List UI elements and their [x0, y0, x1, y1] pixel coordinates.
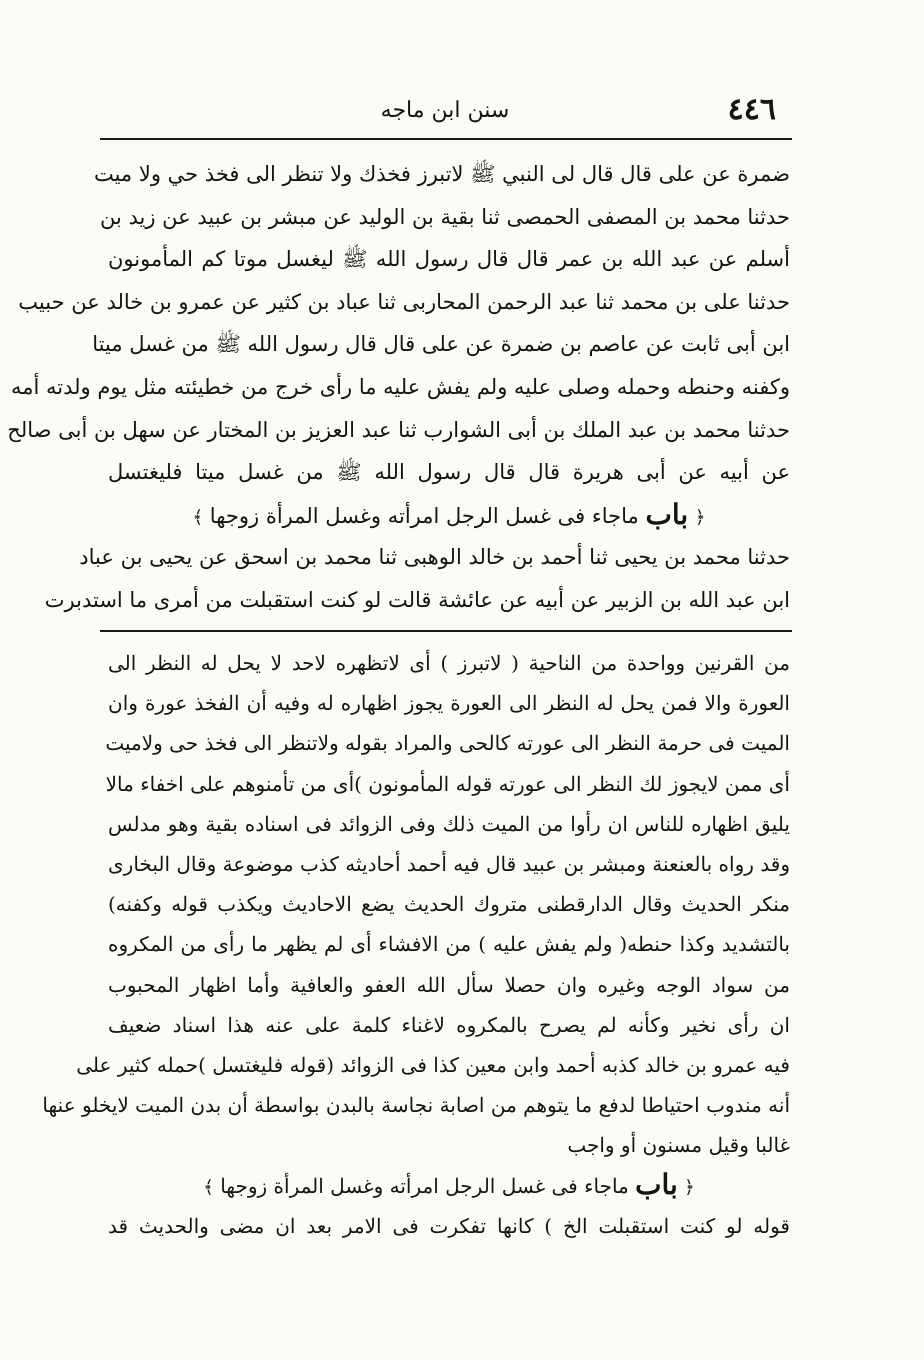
ornament-open: ﴿	[684, 1177, 695, 1199]
commentary-line: يليق اظهاره للناس ان رأوا من الميت ذلك وفى الزوائد فى اسناده بقية وهو مدلس	[108, 811, 790, 836]
ornament-close: ﴾	[192, 506, 204, 528]
ornament-close: ﴾	[203, 1177, 214, 1199]
header-rule	[100, 138, 792, 140]
commentary-line: غالبا وقيل مسنون أو واجب	[567, 1133, 790, 1158]
text-line: حدثنا على بن محمد ثنا عبد الرحمن المحاربى ثنا عباد بن كثير عن عمرو بن خالد عن حبيب	[18, 289, 790, 314]
chapter-title: ماجاء فى غسل الرجل امرأته وغسل المرأة زوجها	[220, 1174, 629, 1199]
commentary-line: من سواد الوجه وغيره وان حصلا سأل الله العفو والعافية وأما اظهار المحبوب	[108, 972, 790, 997]
chapter-word: باب	[645, 497, 689, 531]
text-line: وكفنه وحنطه وحمله وصلى عليه ولم يفش عليه ما رأى خرج من خطيئته مثل يوم ولدته أمه	[10, 374, 790, 399]
text-line: أسلم عن عبد الله بن عمر قال قال رسول الله ﷺ ليغسل موتا كم المأمونون	[108, 247, 790, 272]
commentary-line: منكر الحديث وقال الدارقطنى متروك الحديث يضع الاحاديث ويكذب قوله وكفنه)	[108, 892, 790, 917]
ornament-open: ﴿	[694, 506, 706, 528]
page-number: ٤٤٦	[727, 92, 776, 127]
chapter-heading	[108, 494, 790, 537]
running-title: سنن ابن ماجه	[380, 98, 510, 123]
text-line: حدثنا محمد بن يحيى ثنا أحمد بن خالد الوهبى ثنا محمد بن اسحق عن يحيى بن عباد	[79, 545, 790, 570]
commentary-line: العورة والا فمن يحل له النظر الى العورة يجوز اظهاره له وفيه أن الفخذ عورة وان	[108, 691, 790, 716]
commentary-text	[42, 643, 790, 1246]
commentary-line: أى ممن لايجوز لك النظر الى عورته قوله المأمونون )أى من تأمنوهم على اخفاء مالا	[105, 771, 790, 796]
commentary-line: فيه عمرو بن خالد كذبه أحمد وابن معين كذا فى الزوائد (قوله فليغتسل )حمله كثير على	[76, 1052, 790, 1077]
commentary-line: ان رأى نخير وكأنه لم يصرح بالمكروه لاغناء كلمة على عنه هذا اسناد ضعيف	[108, 1012, 790, 1037]
chapter-title: ماجاء فى غسل الرجل امرأته وغسل المرأة زوجها	[209, 503, 639, 528]
hadith-text	[7, 153, 790, 622]
text-line: حدثنا محمد بن عبد الملك بن أبى الشوارب ثنا عبد العزيز بن المختار عن سهل بن أبى صالح	[7, 417, 790, 442]
commentary-line: أنه مندوب احتياطا لدفع ما يتوهم من اصابة نجاسة بالبدن بواسطة أن بدن الميت لايخلو عنها	[42, 1093, 790, 1118]
commentary-line: قوله لو كنت استقبلت الخ ) كانها تفكرت فى الامر بعد ان مضى والحديث قد	[108, 1213, 790, 1238]
text-line: ضمرة عن على قال قال لى النبي ﷺ لاتبرز فخذك ولا تنظر الى فخذ حي ولا ميت	[93, 162, 790, 186]
text-line: ابن عبد الله بن الزبير عن أبيه عن عائشة قالت لو كنت استقبلت من أمرى ما استدبرت	[44, 587, 790, 612]
chapter-heading	[108, 1165, 790, 1205]
section-rule	[100, 630, 792, 632]
commentary-line: من القرنين وواحدة من الناحية ( لاتبرز ) أى لاتظهره لاحد لا يحل له النظر الى	[108, 651, 790, 675]
page-header	[100, 92, 790, 138]
chapter-word: باب	[635, 1168, 678, 1202]
commentary-line: الميت فى حرمة النظر الى عورته كالحى والمراد بقوله ولاتنظر الى فخذ حى ولاميت	[105, 731, 790, 756]
text-line: ابن أبى ثابت عن عاصم بن ضمرة عن على قال قال رسول الله ﷺ من غسل ميتا	[92, 332, 790, 357]
commentary-line: وقد رواه بالعنعنة ومبشر بن عبيد قال فيه أحمد أحاديثه كذب موضوعة وقال البخارى	[108, 851, 790, 876]
commentary-line: بالتشديد وكذا حنطه( ولم يفش عليه ) من الافشاء أى لم يظهر ما رأى من المكروه	[108, 932, 790, 957]
text-line: عن أبيه عن أبى هريرة قال قال رسول الله ﷺ من غسل ميتا فليغتسل	[108, 460, 790, 485]
text-line: حدثنا محمد بن المصفى الحمصى ثنا بقية بن الوليد عن مبشر بن عبيد عن زيد بن	[99, 204, 790, 229]
